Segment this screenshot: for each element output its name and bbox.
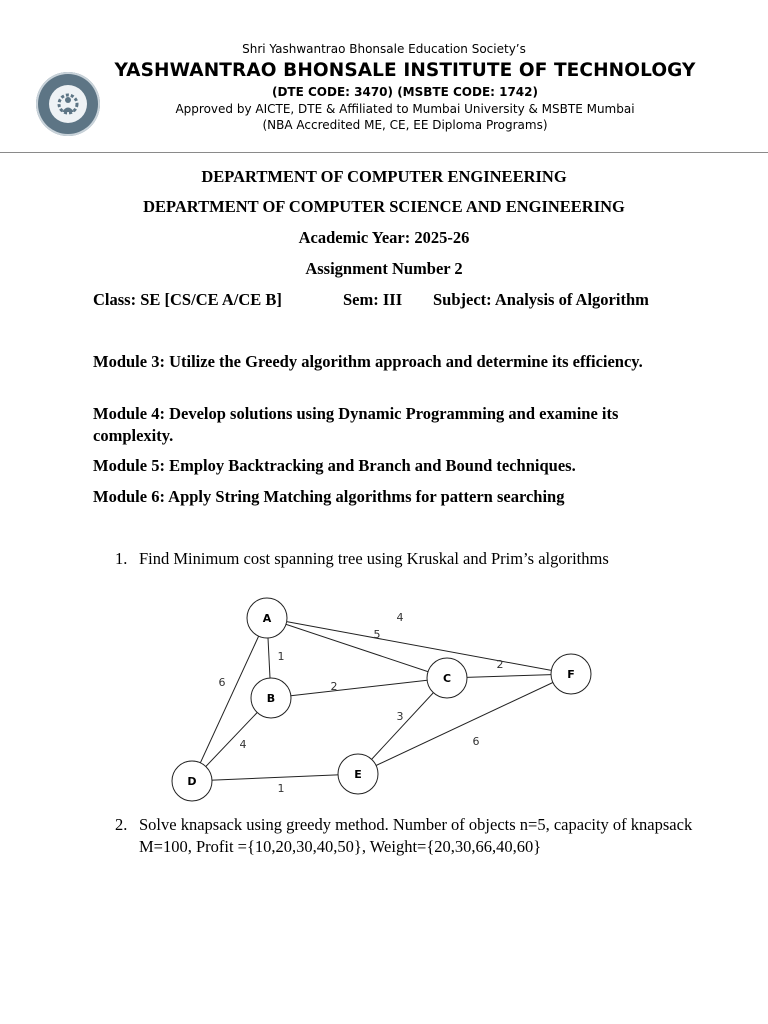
question-text: Find Minimum cost spanning tree using Kruskal and Prim’s algorithms (139, 549, 609, 568)
society-name: Shri Yashwantrao Bhonsale Education Society’s (242, 42, 526, 56)
department-title-2: DEPARTMENT OF COMPUTER SCIENCE AND ENGINEERING (143, 197, 625, 216)
graph-edges (192, 611, 571, 795)
node-label: C (442, 672, 452, 685)
graph-edge-a-f (267, 618, 571, 674)
graph-edge-e-f (358, 674, 571, 774)
module-6: Module 6: Apply String Matching algorithms for pattern searching (93, 487, 565, 506)
node-label: E (354, 768, 362, 781)
gear-person-icon (49, 85, 87, 123)
class-label: Class: SE [CS/CE A/CE B] (93, 290, 282, 309)
graph-node-d (172, 761, 212, 801)
institute-logo (36, 72, 100, 136)
edge-weight-label: 6 (472, 735, 480, 748)
accreditation-line: (NBA Accredited ME, CE, EE Diploma Programs) (262, 118, 548, 132)
graph-nodes (172, 598, 591, 801)
subject-label: Subject: Analysis of Algorithm (433, 290, 649, 309)
node-label: F (567, 668, 575, 681)
edge-weight-label: 4 (239, 738, 247, 751)
graph-node-e (338, 754, 378, 794)
node-label: A (262, 612, 272, 625)
academic-year: Academic Year: 2025-26 (298, 228, 470, 247)
edge-weight-label: 4 (396, 611, 404, 624)
graph-edge-a-c (267, 618, 447, 678)
assignment-number: Assignment Number 2 (305, 259, 463, 278)
question-text: Solve knapsack using greedy method. Number of objects n=5, capacity of knapsack M=100, Profit ={10,20,30,40,50}, Weight={20,30,66,40,60} (139, 815, 693, 856)
sem-label: Sem: III (343, 290, 403, 309)
edge-weight-label: 6 (218, 676, 226, 689)
edge-weight-label: 5 (373, 628, 381, 641)
edge-weight-label: 1 (277, 650, 285, 663)
graph-node-f (551, 654, 591, 694)
edge-weight-label: 3 (396, 710, 404, 723)
node-label: B (266, 692, 276, 705)
graph-node-c (427, 658, 467, 698)
node-label: D (187, 775, 197, 788)
graph-edge-d-e (192, 774, 358, 781)
approval-line: Approved by AICTE, DTE & Affiliated to Mumbai University & MSBTE Mumbai (175, 102, 635, 116)
department-title: DEPARTMENT OF COMPUTER ENGINEERING (201, 167, 567, 186)
module-4: Module 4: Develop solutions using Dynamic Programming and examine its complexity. (93, 404, 619, 445)
institute-codes: (DTE CODE: 3470) (MSBTE CODE: 1742) (271, 85, 538, 99)
graph-node-b (251, 678, 291, 718)
institute-name: YASHWANTRAO BHONSALE INSTITUTE OF TECHNOLOGY (114, 60, 696, 81)
edge-weight-label: 2 (330, 680, 338, 693)
graph-edge-b-c (271, 678, 447, 698)
graph-node-a (247, 598, 287, 638)
edge-weight-label: 1 (277, 782, 285, 795)
edge-weight-label: 2 (496, 658, 504, 671)
module-5: Module 5: Employ Backtracking and Branch and Bound techniques. (93, 456, 576, 475)
question-number: 1. (115, 549, 128, 568)
institute-header (0, 0, 768, 160)
weighted-graph-diagram (160, 590, 610, 810)
header-divider (0, 152, 768, 153)
module-3: Module 3: Utilize the Greedy algorithm approach and determine its efficiency. (93, 352, 643, 371)
question-number: 2. (115, 815, 128, 834)
